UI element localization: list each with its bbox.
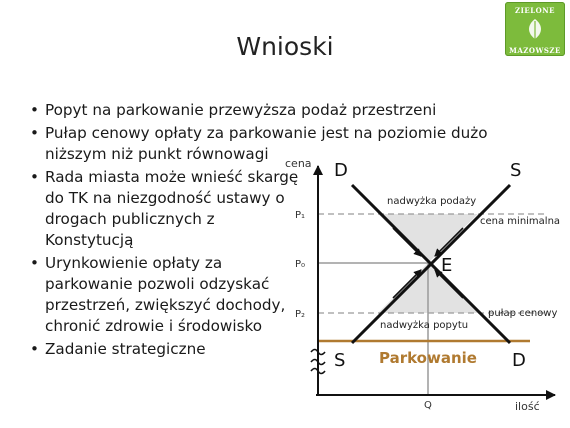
p0-label: P₀ (295, 259, 306, 270)
surplus-demand-label: nadwyżka popytu (380, 320, 469, 331)
price-ceiling-label: pułap cenowy (488, 308, 558, 319)
bullet-item: • Zadanie strategiczne (30, 339, 305, 360)
x-axis-label: ilość (515, 400, 540, 413)
bullet-item: • Popyt na parkowanie przewyższa podaż przestrzeni (30, 100, 500, 121)
logo-text-top: ZIELONE (515, 6, 555, 15)
equilibrium-label: E (441, 255, 453, 276)
y-axis-label: cena (285, 157, 312, 170)
demand-bottom-label: D (512, 350, 526, 371)
slide-title: Wnioski (236, 32, 334, 61)
price-floor-label: cena minimalna (480, 216, 561, 227)
parking-label: Parkowanie (379, 349, 477, 367)
bullet-item: • Rada miasta może wnieść skargę do TK na niezgodność ustawy o drogach publicznych z Konstytucją (30, 167, 305, 251)
q-label: Q (424, 400, 432, 411)
bullet-item: • Urynkowienie opłaty za parkowanie pozwoli odzyskać przestrzeń, zwiększyć dochody, chronić zdrowie i środowisko (30, 253, 305, 337)
supply-bottom-label: S (334, 350, 346, 371)
supply-top-label: S (510, 160, 522, 181)
p2-label: P₂ (295, 309, 306, 320)
demand-top-label: D (334, 160, 348, 181)
bullet-item: • Pułap cenowy opłaty za parkowanie jest na poziomie dużo niższym niż punkt równowagi (30, 123, 500, 165)
p1-label: P₁ (295, 210, 306, 221)
logo-text-bottom: MAZOWSZE (509, 46, 561, 55)
surplus-supply-area (378, 214, 478, 263)
surplus-supply-label: nadwyżka podaży (387, 196, 477, 207)
